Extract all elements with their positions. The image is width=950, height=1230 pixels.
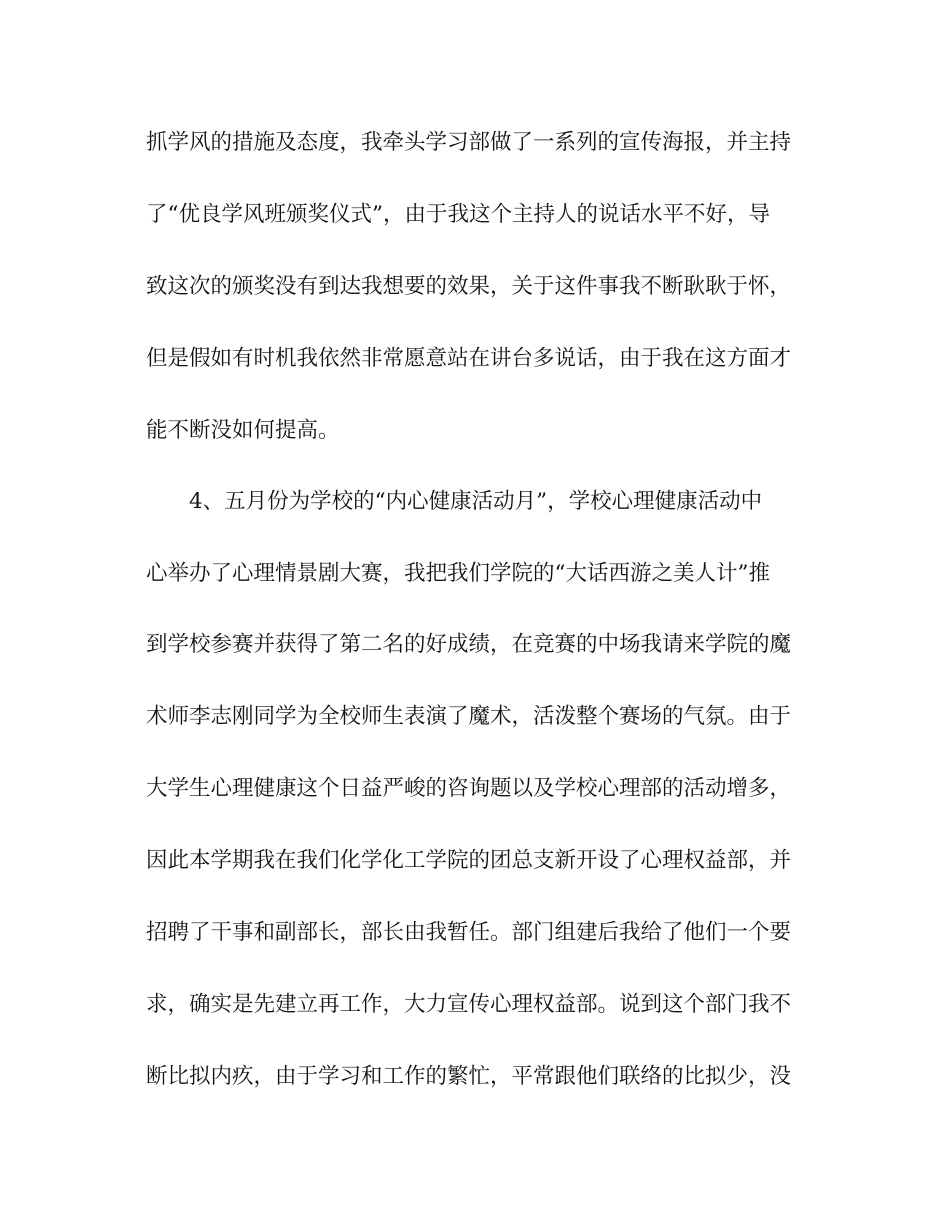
paragraph-line: 4、五月份为学校的“内心健康活动月”，学校心理健康活动中 [189,489,763,514]
paragraph-line: 心举办了心理情景剧大赛，我把我们学院的“大话西游之美人计”推 [146,561,770,586]
paragraph-line: 断比拟内疚，由于学习和工作的繁忙，平常跟他们联络的比拟少，没 [146,1064,792,1089]
paragraph-line: 招聘了干事和副部长，部长由我暂任。部门组建后我给了他们一个要 [146,920,792,945]
paragraph-line: 抓学风的措施及态度，我牵头学习部做了一系列的宣传海报，并主持 [146,130,792,155]
paragraph-line: 能不断没如何提高。 [146,418,340,443]
paragraph-line: 大学生心理健康这个日益严峻的咨询题以及学校心理部的活动增多， [146,776,792,801]
paragraph-line: 致这次的颁奖没有到达我想要的效果，关于这件事我不断耿耿于怀， [146,274,792,299]
paragraph-line: 因此本学期我在我们化学化工学院的团总支新开设了心理权益部，并 [146,848,792,873]
paragraph-line: 求，确实是先建立再工作，大力宣传心理权益部。说到这个部门我不 [146,992,792,1017]
paragraph-line: 了“优良学风班颁奖仪式”，由于我这个主持人的说话水平不好，导 [146,202,770,227]
paragraph-line: 但是假如有时机我依然非常愿意站在讲台多说话，由于我在这方面才 [146,346,792,371]
paragraph-line: 到学校参赛并获得了第二名的好成绩，在竞赛的中场我请来学院的魔 [146,632,792,657]
paragraph-line: 术师李志刚同学为全校师生表演了魔术，活泼整个赛场的气氛。由于 [146,704,792,729]
